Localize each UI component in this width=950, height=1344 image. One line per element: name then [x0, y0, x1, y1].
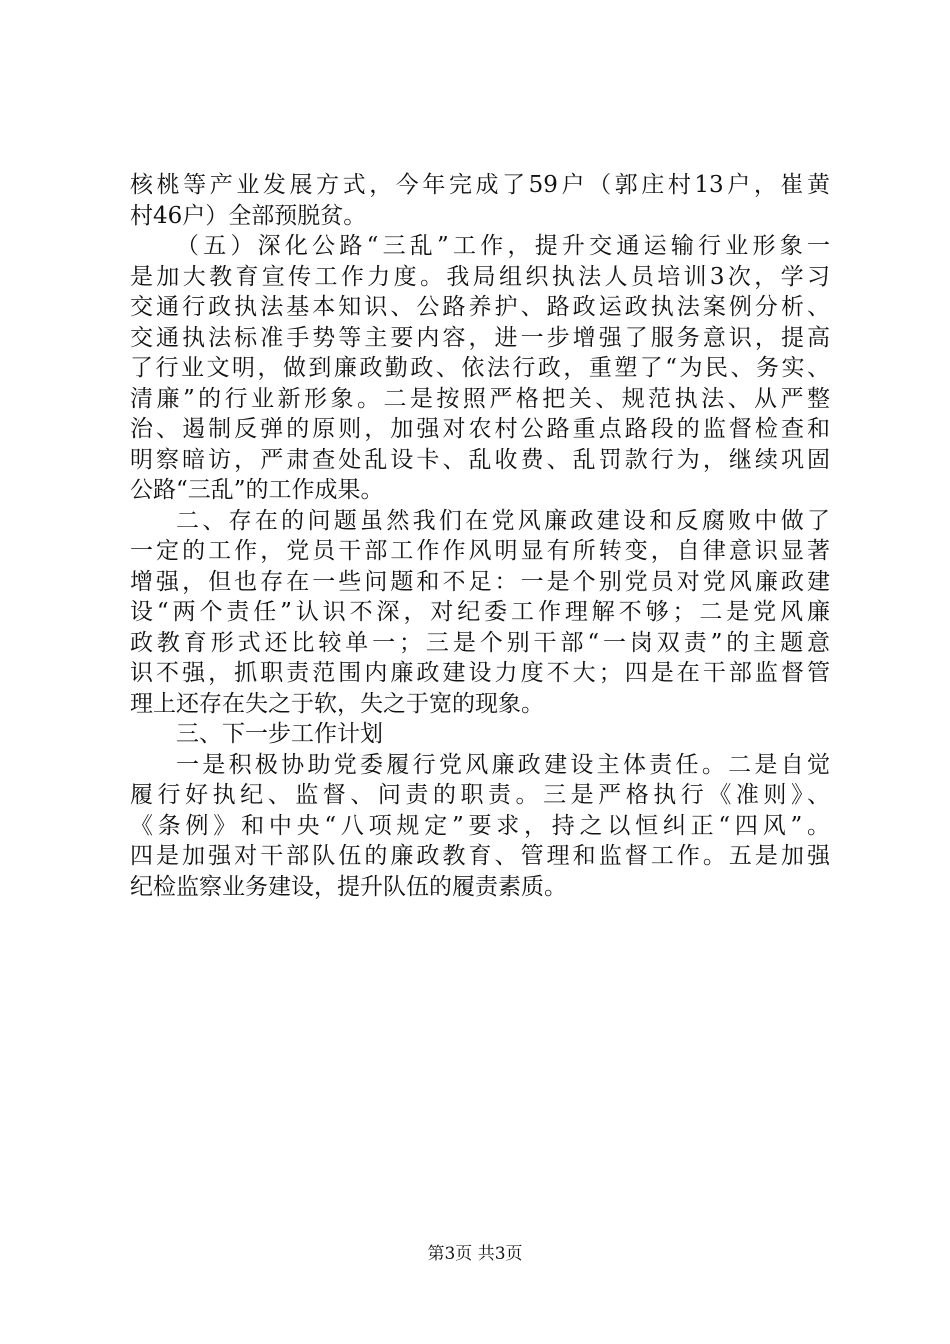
text-line: 交通行政执法基本知识、公路养护、路政运政执法案例分析、 [130, 294, 830, 320]
text-line: 村46户）全部预脱贫。 [130, 202, 367, 229]
text-line: 一定的工作，党员干部工作作风明显有所转变，自律意识显著 [130, 538, 830, 564]
page-number-footer: 第3页 共3页 [427, 1244, 523, 1264]
text-line: 清廉”的行业新形象。二是按照严格把关、规范执法、从严整 [130, 385, 830, 412]
text-line: 一是积极协助党委履行党风廉政建设主体责任。二是自觉 [176, 751, 830, 778]
text-line: 二、存在的问题虽然我们在党风廉政建设和反腐败中做了 [176, 507, 830, 534]
text-line: 政教育形式还比较单一；三是个别干部“一岗双责”的主题意 [130, 629, 830, 656]
text-line: 增强，但也存在一些问题和不足：一是个别党员对党风廉政建 [130, 568, 830, 595]
text-line: 纪检监察业务建设，提升队伍的履责素质。 [130, 873, 567, 900]
text-line: 是加大教育宣传工作力度。我局组织执法人员培训3次，学习 [130, 263, 830, 290]
text-line: 理上还存在失之于软，失之于宽的现象。 [130, 690, 544, 717]
document-body [130, 170, 830, 902]
text-line: 治、遏制反弹的原则，加强对农村公路重点路段的监督检查和 [130, 416, 830, 442]
text-line: 《条例》和中央“八项规定”要求，持之以恒纠正“四风”。 [130, 812, 830, 839]
text-line: 识不强，抓职责范围内廉政建设力度不大；四是在干部监督管 [130, 660, 830, 686]
text-line: 了行业文明，做到廉政勤政、依法行政，重塑了“为民、务实、 [130, 355, 830, 381]
text-line: （五）深化公路“三乱”工作，提升交通运输行业形象一 [176, 233, 830, 259]
text-line: 履行好执纪、监督、问责的职责。三是严格执行《准则》、 [130, 782, 830, 808]
text-line: 设“两个责任”认识不深，对纪委工作理解不够；二是党风廉 [130, 599, 830, 625]
text-line: 四是加强对干部队伍的廉政教育、管理和监督工作。五是加强 [130, 843, 830, 869]
section-heading: 三、下一步工作计划 [176, 721, 383, 747]
text-line: 明察暗访，严肃查处乱设卡、乱收费、乱罚款行为，继续巩固 [130, 446, 830, 473]
text-line: 交通执法标准手势等主要内容，进一步增强了服务意识，提高 [130, 324, 830, 351]
text-line: 核桃等产业发展方式，今年完成了59户（郭庄村13户，崔黄 [130, 172, 830, 198]
text-line: 公路“三乱”的工作成果。 [130, 477, 384, 503]
